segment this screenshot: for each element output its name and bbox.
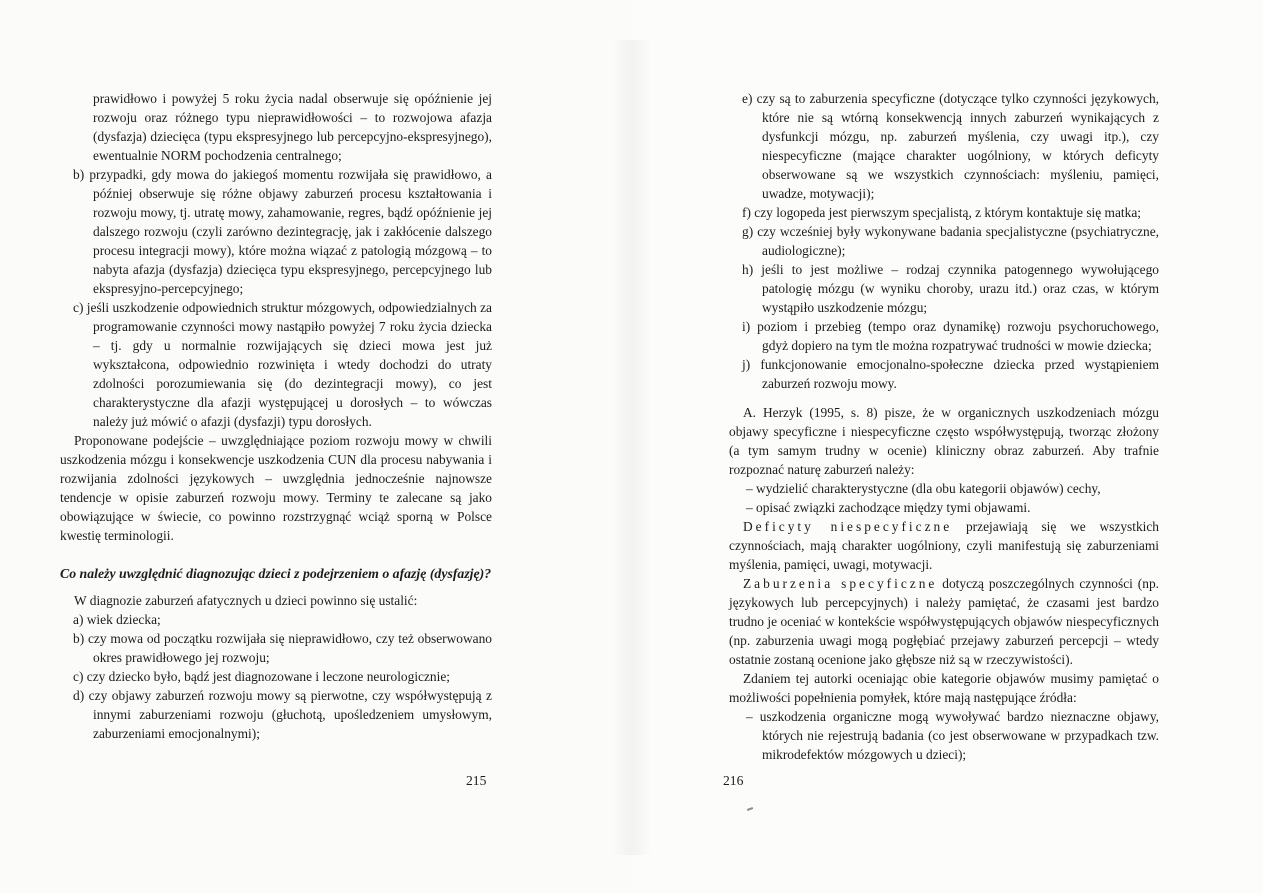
paragraph-zaburzenia [729,574,1159,669]
page-number-left: 215 [466,773,487,788]
diagnosis-item-e: e) czy są to zaburzenia specyficzne (dotyczące tylko czynności językowych, które nie są wtórną konsekwencją innych zaburzeń wynikających z dysfunkcji mózgu, np. zaburzeń myślenia, czy uwagi itp.), czy niespecyficzne (mające charakter uogólniony, w których deficyty obserwowane są we wszystkich czynnościach: myśleniu, pamięci, uwadze, motywacji); [742,91,1159,201]
term-deficyty: Deficyty niespecyficzne [743,519,953,534]
zdaniem-dash-1: – uszkodzenia organiczne mogą wywoływać bardzo nieznaczne objawy, których nie rejestrują badania (co jest obserwowane w przypadkach tzw. mikrodefektów mózgowych u dzieci); [746,709,1159,762]
diagnosis-item-j: j) funkcjonowanie emocjonalno-społeczne dziecka przed wystąpieniem zaburzeń rozwoju mowy. [742,357,1159,391]
list-item-a-continuation: prawidłowo i powyżej 5 roku życia nadal obserwuje się opóźnienie jej rozwoju oraz różnego typu nieprawidłowości – to rozwojowa afazja (dysfazja) dziecięca (typu ekspresyjnego lub percepcyjno-ekspresyjnego), ewentualnie NORM pochodzenia centralnego; [93,91,492,163]
section-heading: Co należy uwzględnić diagnozując dzieci z podejrzeniem o afazję (dysfazję)? [60,566,492,581]
paragraph-zdaniem: Zdaniem tej autorki oceniając obie kategorie objawów musimy pamiętać o możliwości popełnienia pomyłek, które mają następujące źródła: [729,671,1159,705]
diagnosis-item-h: h) jeśli to jest możliwe – rodzaj czynnika patogennego wywołującego patologię mózgu (w wyniku choroby, urazu itd.) oraz czas, w którym wystąpiło uszkodzenie mózgu; [742,262,1159,315]
left-page [0,0,631,893]
zaburzenia-text: dotyczą poszczególnych czynności (np. językowych lub percepcyjnych) i należy pamiętać, że czasami jest bardzo trudno je oceniać w kontekście współwystępujących objawów niespecyficznych (np. zaburzenia uwagi mogą pogłębiać przejawy zaburzeń percepcji – wtedy ostatnie zostaną ocenione jako głębsze niż są w rzeczywistości). [729,576,1159,667]
paragraph-herzyk: A. Herzyk (1995, s. 8) pisze, że w organicznych uszkodzeniach mózgu objawy specyficzne i niespecyficzne często współwystępują, tworząc złożony (a tym samym trudny w ocenie) kliniczny obraz zaburzeń. Aby trafnie rozpoznać naturę zaburzeń należy: [729,405,1159,477]
left-page-text [60,89,492,743]
diagnosis-item-g: g) czy wcześniej były wykonywane badania specjalistyczne (psychiatryczne, audiologiczne); [742,224,1159,258]
diagnosis-item-b: b) czy mowa od początku rozwijała się nieprawidłowo, czy też obserwowano okres prawidłowego jej rozwoju; [73,631,492,665]
paragraph-approach: Proponowane podejście – uwzględniające poziom rozwoju mowy w chwili uszkodzenia mózgu i konsekwencje uszkodzenia CUN dla procesu nabywania i rozwijania zdolności językowych – uwzględnia jednocześnie najnowsze tendencje w opisie zaburzeń rozwoju mowy. Terminy te zalecane są jako obowiązujące w świecie, co powinno rozstrzygnąć wciąż sporną w Polsce kwestię terminologii. [60,433,492,543]
page-number-right: 216 [723,773,744,788]
diagnosis-item-a: a) wiek dziecka; [73,612,161,627]
page-mark [747,807,753,811]
diagnosis-item-c: c) czy dziecko było, bądź jest diagnozowane i leczone neurologicznie; [73,669,451,684]
paragraph-deficyty [729,517,1159,574]
list-item-c: c) jeśli uszkodzenie odpowiednich struktur mózgowych, odpowiedzialnych za programowanie czynności mowy nastąpiło powyżej 7 roku życia dziecka – tj. gdy u normalnie rozwijających się dzieci mowa jest już wykształcona, odpowiednio rozwinięta i wtedy dochodzi do utraty zdolności porozumiewania się (do dezintegracji mowy), co jest charakterystyczne dla afazji występującej u dorosłych – to wówczas należy już mówić o afazji (dysfazji) typu dorosłych. [73,300,492,429]
book-gutter [612,40,652,855]
deficyty-text: przejawiają się we wszystkich czynnościach, mają charakter uogólniony, czyli manifestują się zaburzeniami myślenia, pamięci, uwagi, motywacji. [729,519,1160,572]
diagnosis-item-i: i) poziom i przebieg (tempo oraz dynamikę) rozwoju psychoruchowego, gdyż dopiero na tym tle można rozpatrywać trudności w mowie dziecka; [742,319,1159,353]
diagnosis-item-d: d) czy objawy zaburzeń rozwoju mowy są pierwotne, czy współwystępują z innymi zaburzeniami rozwoju (głuchotą, upośledzeniem umysłowym, zaburzeniami emocjonalnymi); [73,688,492,741]
herzyk-dash-1: – wydzielić charakterystyczne (dla obu kategorii objawów) cechy, [746,481,1101,496]
term-zaburzenia: Zaburzenia specyficzne [743,576,938,591]
right-page [631,0,1263,893]
right-page-text [729,89,1159,764]
list-item-b: b) przypadki, gdy mowa do jakiegoś momentu rozwijała się prawidłowo, a później obserwuje się różne objawy zaburzeń procesu kształtowania i rozwoju mowy, tj. utratę mowy, zahamowanie, regres, bądź opóźnienie jej dalszego rozwoju (czyli zarówno dezintegrację, jak i zakłócenie dalszego procesu integracji mowy), które można wiązać z patologią mózgową – to nabyta afazja (dysfazja) dziecięca typu ekspresyjnego, percepcyjnego lub ekspresyjno-percepcyjnego; [73,167,492,296]
herzyk-dash-2: – opisać związki zachodzące między tymi objawami. [746,500,1031,515]
diagnosis-item-f: f) czy logopeda jest pierwszym specjalistą, z którym kontaktuje się matka; [742,205,1141,220]
diagnosis-intro: W diagnozie zaburzeń afatycznych u dzieci powinno się ustalić: [74,593,418,608]
